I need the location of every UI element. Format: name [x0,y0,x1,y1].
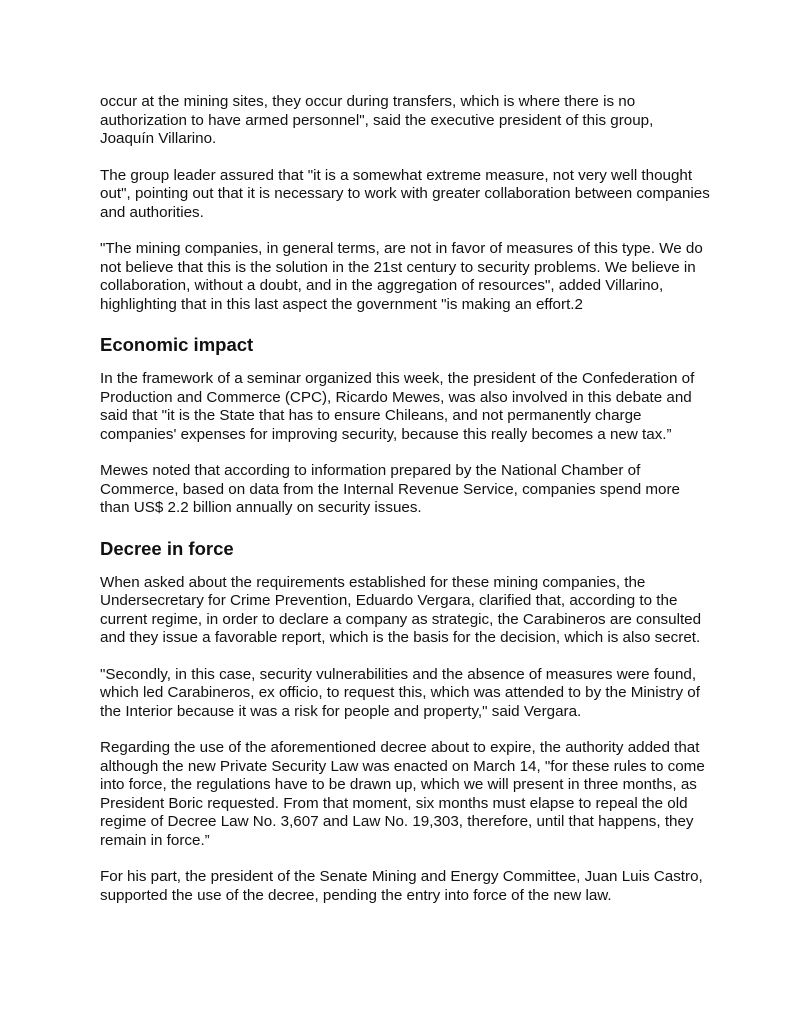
section-heading-economic-impact: Economic impact [100,334,254,355]
paragraph: For his part, the president of the Senate Mining and Energy Committee, Juan Luis Castro, supported the use of the decree, pending the entry into force of the new law. [100,868,703,904]
paragraph: "The mining companies, in general terms, are not in favor of measures of this type. We do not believe that this is the solution in the 21st century to security problems. We believe in collaboration, without a doubt, and in the aggregation of resources", added Villarino, highlighting that in this last aspect the government "is making an effort.2 [100,240,703,313]
section-heading-decree-in-force: Decree in force [100,537,234,559]
paragraph: "Secondly, in this case, security vulnerabilities and the absence of measures were found, which led Carabineros, ex officio, to request this, which was attended to by the Ministry of the Interior because it was a risk for people and property," said Vergara. [100,665,700,720]
paragraph: When asked about the requirements established for these mining companies, the Undersecretary for Crime Prevention, Eduardo Vergara, clarified that, according to the current regime, in order to declare a company as strategic, the Carabineros are consulted and they issue a favorable report, which is the basis for the decision, which is also secret. [100,573,702,646]
paragraph: Mewes noted that according to information prepared by the National Chamber of Commerce, based on data from the Internal Revenue Service, companies spend more than US$ 2.2 billion annually on security issues. [100,462,680,516]
paragraph: Regarding the use of the aforementioned decree about to expire, the authority added that although the new Private Security Law was enacted on March 14, "for these rules to come into force, the regulations have to be drawn up, which we will present in three months, as President Boric requested. From that moment, six months must elapse to repeal the old regime of Decree Law No. 3,607 and Law No. 19,303, therefore, until that happens, they remain in force.” [100,739,705,849]
paragraph: In the framework of a seminar organized this week, the president of the Confederation of Production and Commerce (CPC), Ricardo Mewes, was also involved in this debate and said that "it is the State that has to ensure Chileans, and not permanently charge companies' expenses for improving security, because this really becomes a new tax.” [100,370,695,443]
paragraph: The group leader assured that "it is a somewhat extreme measure, not very well thought out", pointing out that it is necessary to work with greater collaboration between companies and authorities. [100,166,710,221]
document-page [100,93,710,923]
paragraph: occur at the mining sites, they occur during transfers, which is where there is no authorization to have armed personnel", said the executive president of this group, Joaquín Villarino. [100,93,654,147]
